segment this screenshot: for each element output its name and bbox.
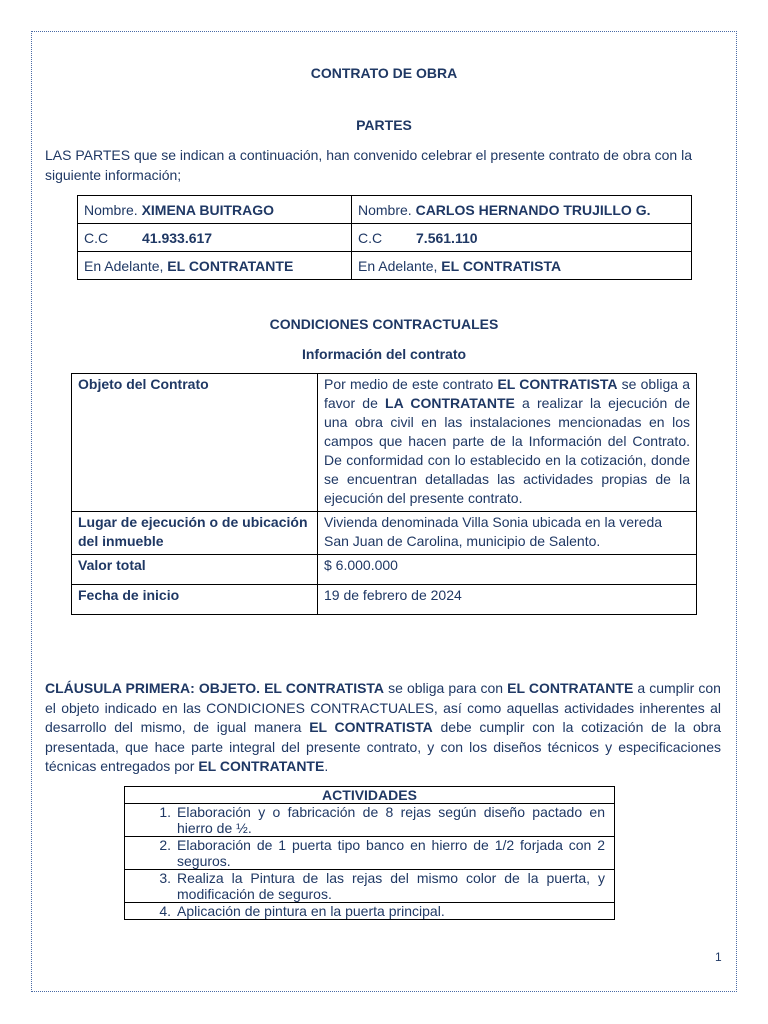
activities-table [124,786,615,920]
table-row [72,374,697,512]
clause-first-paragraph: CLÁUSULA PRIMERA: OBJETO. EL CONTRATISTA se obliga para con EL CONTRATANTE a cumplir con el objeto indicado en las CONDICIONES CONTRACTUALES, así como aquellas actividades inherentes al desarrollo del mismo, de igual manera EL CONTRATISTA debe cumplir con la cotización de la obra presentada, que hace parte integral del presente contrato, y con los diseños técnicos y especificaciones técnicas entregados por EL CONTRATANTE. [45,680,721,774]
activity-text: Elaboración y o fabricación de 8 rejas según diseño pactado en hierro de ½. [177,804,605,836]
list-item [125,837,615,870]
activity-text: Aplicación de pintura en la puerta principal. [177,903,445,919]
activity-number: 4. [159,903,171,919]
activity-text: Elaboración de 1 puerta tipo banco en hierro de 1/2 forjada con 2 seguros. [177,837,605,869]
parties-heading: PARTES [356,117,412,133]
fecha-label: Fecha de inicio [72,585,318,615]
activity-number: 3. [159,870,171,886]
fecha-value: 19 de febrero de 2024 [318,585,697,615]
objeto-label: Objeto del Contrato [72,374,318,512]
parties-table [77,195,692,280]
table-row [72,512,697,555]
lugar-label: Lugar de ejecución o de ubicación del inmueble [72,512,318,555]
intro-paragraph: LAS PARTES que se indican a continuación, han convenido celebrar el presente contrato de obra con la siguiente información; [45,147,693,183]
info-heading: Información del contrato [301,346,467,362]
table-row [72,555,697,585]
activity-text: Realiza la Pintura de las rejas del mismo color de la puerta, y modificación de seguros. [177,870,605,902]
party-right-name: Nombre. CARLOS HERNANDO TRUJILLO G. [352,196,692,224]
contract-info-table [71,373,697,615]
party-left-name: Nombre. XIMENA BUITRAGO [78,196,352,224]
list-item [125,903,615,920]
page-number: 1 [715,950,722,964]
objeto-value: Por medio de este contrato EL CONTRATISTA se obliga a favor de LA CONTRATANTE a realizar la ejecución de una obra civil en las instalaciones mencionadas en los campos que hacen parte de la Información del Contrato. De conformidad con lo establecido en la cotización, donde se encuentran detalladas las actividades propias de la ejecución del presente contrato. [318,374,697,512]
document-title: CONTRATO DE OBRA [310,65,458,81]
party-left-cc: C.C 41.933.617 [78,224,352,252]
lugar-value: Vivienda denominada Villa Sonia ubicada en la vereda San Juan de Carolina, municipio de Salento. [318,512,697,555]
party-right-role: En Adelante, EL CONTRATISTA [352,252,692,280]
activity-number: 2. [159,837,171,853]
activity-number: 1. [159,804,171,820]
list-item [125,870,615,903]
party-left-role: En Adelante, EL CONTRATANTE [78,252,352,280]
valor-value: $ 6.000.000 [318,555,697,585]
valor-label: Valor total [72,555,318,585]
activities-heading: ACTIVIDADES [125,787,615,804]
party-right-cc: C.C 7.561.110 [352,224,692,252]
list-item [125,804,615,837]
table-row [72,585,697,615]
conditions-heading: CONDICIONES CONTRACTUALES [269,316,499,332]
